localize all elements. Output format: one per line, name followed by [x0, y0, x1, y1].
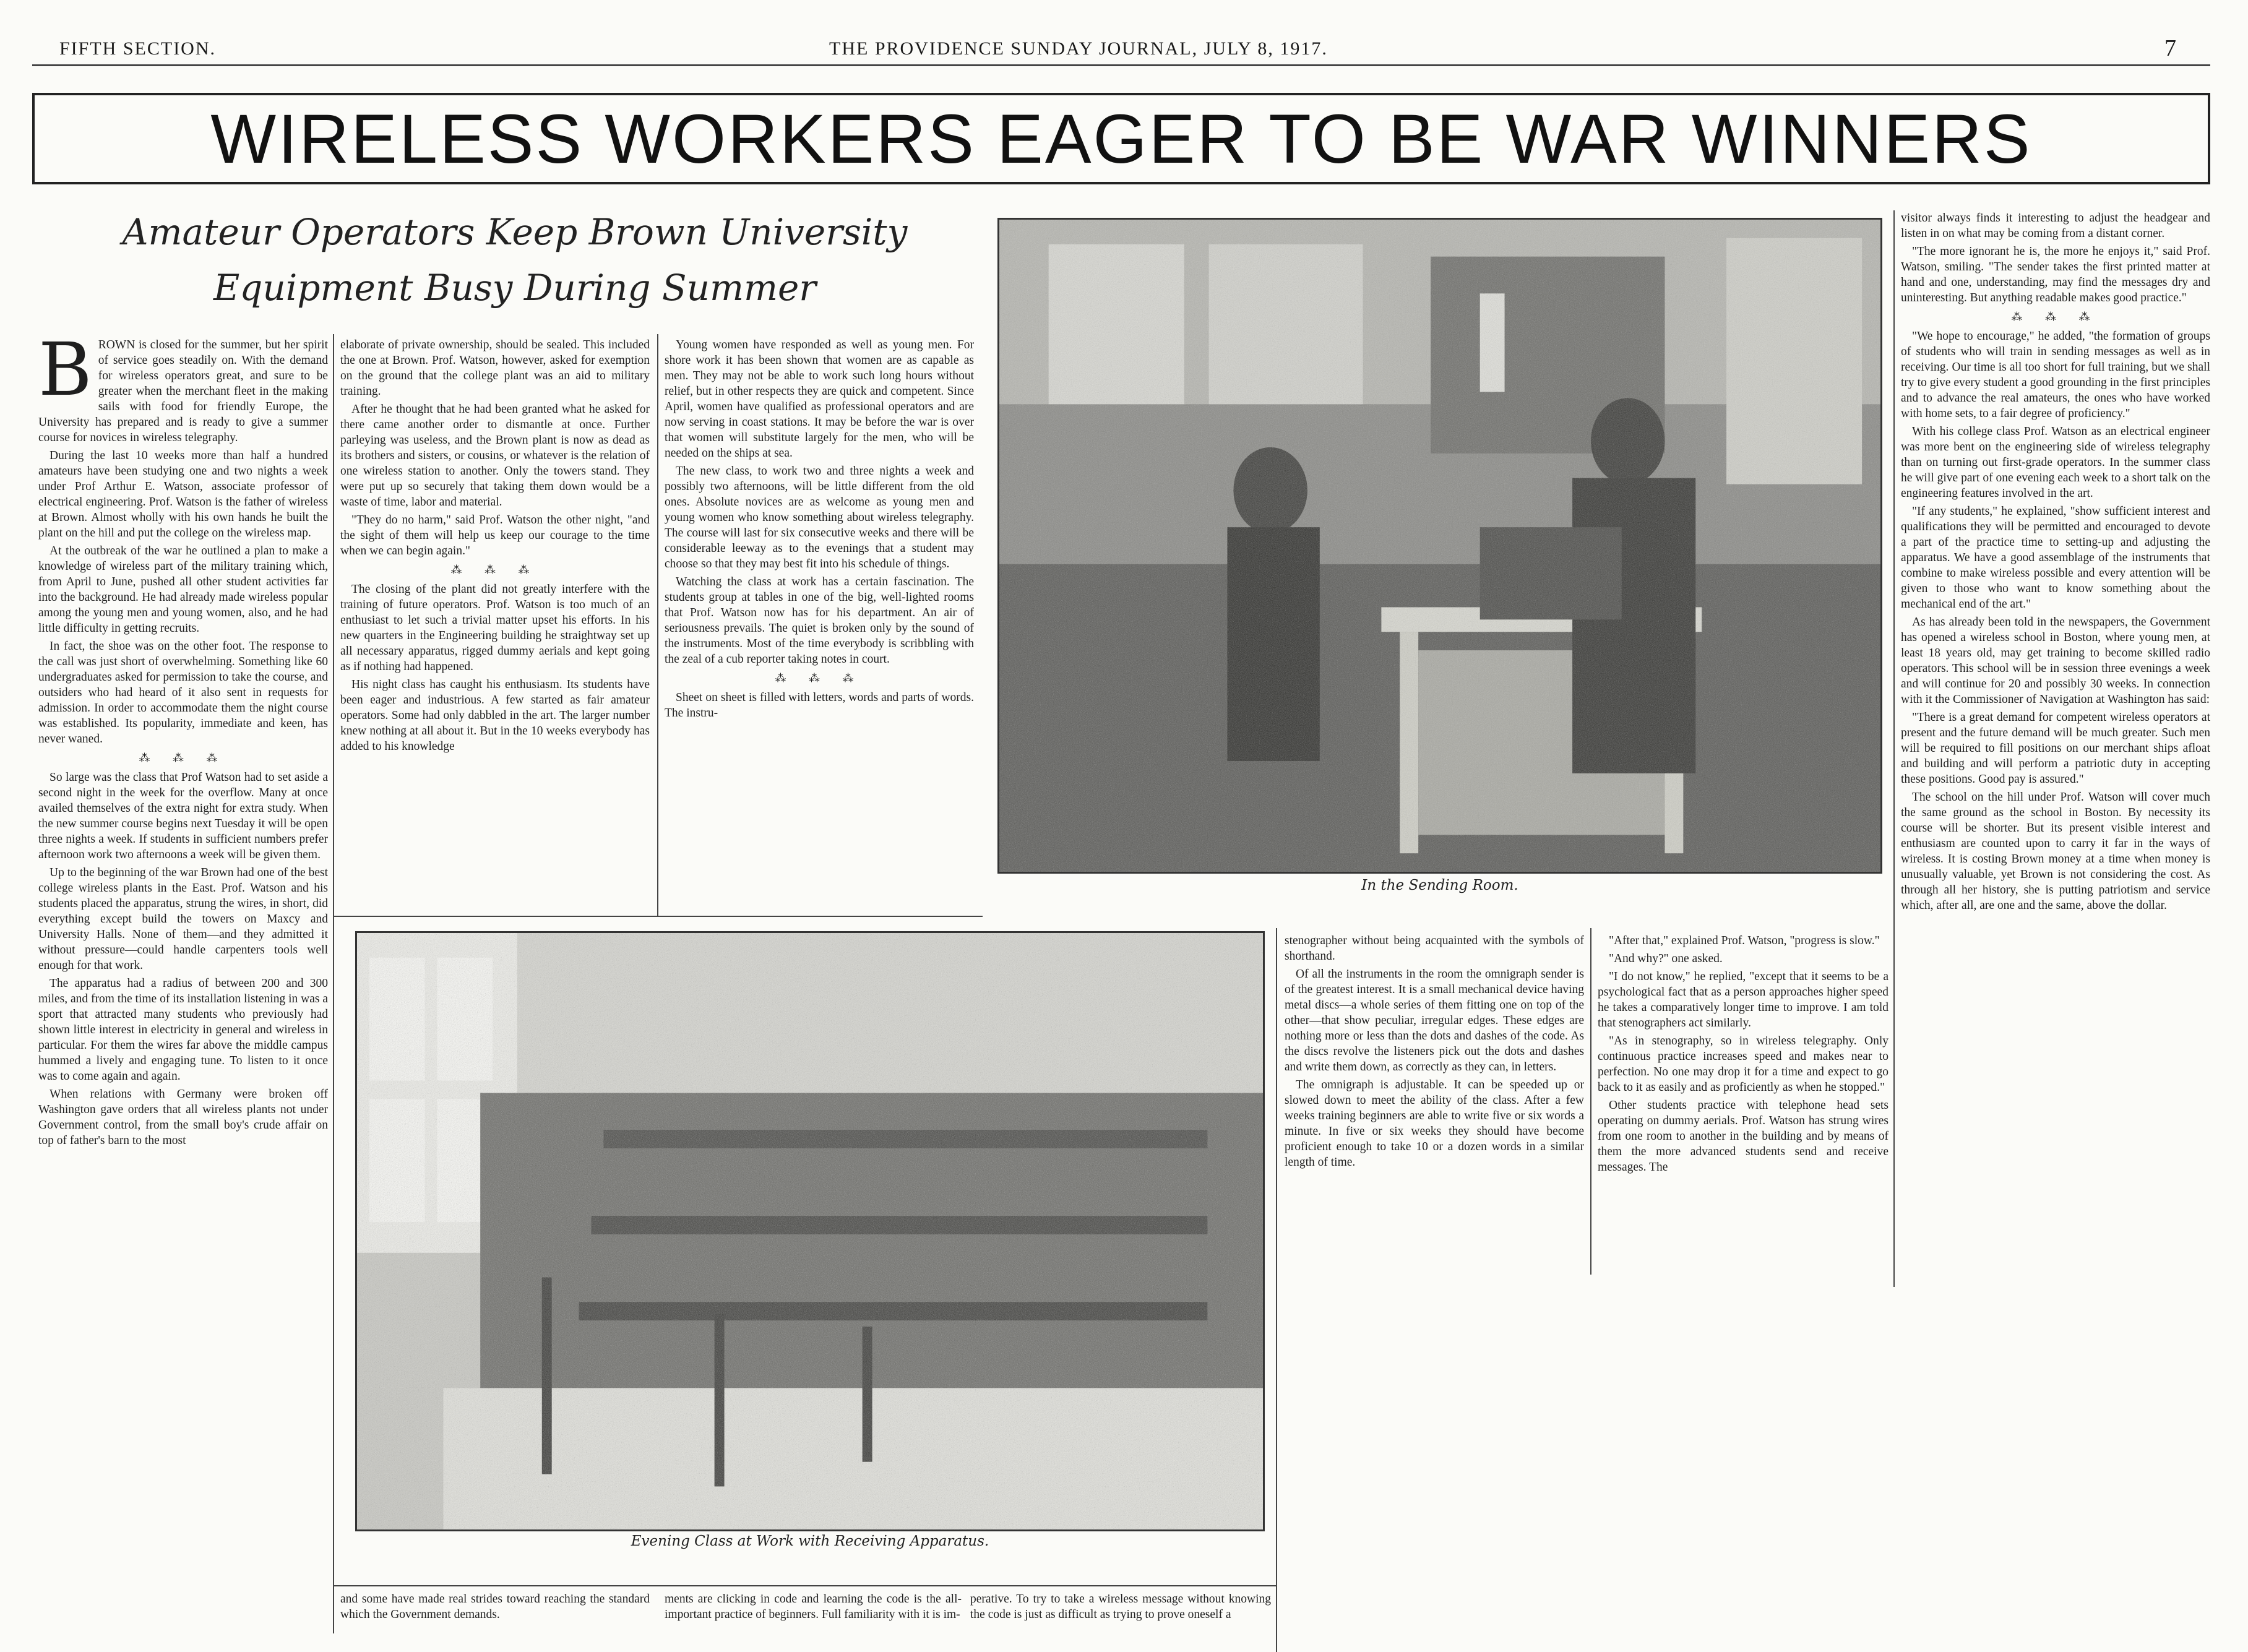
- headline-box: [32, 93, 2210, 184]
- newspaper-dateline: THE PROVIDENCE SUNDAY JOURNAL, JULY 8, 1917.: [829, 38, 1328, 59]
- paragraph: "They do no harm," said Prof. Watson the other night, "and the sight of them will help us keep our courage to the time when we can begin again.": [340, 514, 650, 557]
- paragraph: With his college class Prof. Watson as an electrical engineer was more bent on the engineering side of wireless telegraphy than on turning out first-grade operators. In the summer class he will give part of one evening each week to a short talk on the engineering features involved in the art.: [1901, 425, 2210, 500]
- paragraph: "The more ignorant he is, the more he enjoys it," said Prof. Watson, smiling. "The sender takes the first printed matter at hand and one, understanding, may find the messages dry and uninteresting. But anything readable makes good practice.": [1901, 245, 2210, 304]
- paragraph: perative. To try to take a wireless message without knowing the code is just as difficult as trying to prove oneself a: [970, 1593, 1271, 1621]
- paragraph: Sheet on sheet is filled with letters, words and parts of words. The instru-: [665, 691, 974, 720]
- column-3-continuation: [665, 1591, 962, 1641]
- paragraph: Up to the beginning of the war Brown had one of the best college wireless plants in the East. Prof. Watson and his students placed the apparatus, strung the wires, in short, did everything except build the towers on Maxcy and University Halls. None of them—and they admitted it without pressure—could handle carpenters tools well enough for that work.: [38, 866, 328, 972]
- column-rule: [1276, 928, 1277, 1652]
- article-column-2: [340, 337, 650, 913]
- article-column-6: [1598, 933, 1888, 1280]
- paragraph: After he thought that he had been granted what he asked for there came another order to dismantle at once. Further parleying was useless, and the Brown plant is now as dead as its brothers and sisters, or cousins, or whatever is the relation of one wireless station to another. Only the towers stand. They were put up so securely that taking them down would be a waste of time, labor and material.: [340, 403, 650, 509]
- column-rule: [333, 334, 334, 1633]
- evening-class-photo-image: [357, 933, 1263, 1529]
- paragraph: The school on the hill under Prof. Watson will cover much the same ground as the school in Boston. By necessity its course will be shorter. But its present visible interest and enthusiasm are counted upon to carry it far in the ways of wireless. It is costing Brown money at a time when money is unusually valuable, yet Brown is not considering the cost. As through all her history, she is putting patriotism and service which, after all, are one and the same, above the dollar.: [1901, 791, 2210, 912]
- sending-room-photo: [997, 218, 1882, 874]
- subhead-line-1: Amateur Operators Keep Brown University: [122, 211, 908, 253]
- column-rule: [1590, 928, 1591, 1275]
- paragraph: As has already been told in the newspapers, the Government has opened a wireless school in Boston, where young men, at least 18 years old, may get training to become skilled radio operators. This school will be in session three evenings a week and will continue for 20 and possibly 30 weeks. In connection with it the Commissioner of Navigation at Washington has said:: [1901, 616, 2210, 706]
- paragraph: "If any students," he explained, "show sufficient interest and qualifications they will be permitted and encouraged to devote a part of the practice time to setting-up and adjusting the apparatus. We have a good assemblage of the instruments that combine to make wireless possible and every attention will be given to those who want to know something about the mechanical end of the art.": [1901, 505, 2210, 611]
- paragraph: So large was the class that Prof Watson had to set aside a second night in the week for the overflow. Many at once availed themselves of the extra night for extra study. When the new summer course begins next Tuesday it will be open three nights a week. If students in sufficient numbers prefer afternoon work two afternoons a week will be given them.: [38, 771, 328, 861]
- paragraph: At the outbreak of the war he outlined a plan to make a knowledge of wireless part of the military training which, from April to June, pushed all other student activities far into the background. He had already made wireless popular among the young men and young women, also, and he had little difficulty in getting recruits.: [38, 544, 328, 635]
- paragraph: "We hope to encourage," he added, "the formation of groups of students who will train in sending messages as well as in receiving. Our time is all too short for full training, but we shall try to give every student a good grounding in the first principles and to advance the real amateurs, the ones who have worked with home sets, to a fair degree of proficiency.": [1901, 330, 2210, 420]
- column-4-continuation: [970, 1591, 1271, 1641]
- section-rule: [333, 1585, 1276, 1586]
- subhead: [38, 204, 991, 316]
- dropcap: B: [38, 337, 92, 412]
- page-number: 7: [2164, 35, 2177, 61]
- paragraph: The omnigraph is adjustable. It can be speeded up or slowed down to meet the ability of the class. After a few weeks training beginners are able to write five or six words a minute. In five or six weeks they should have become proficient enough to take 10 or a dozen words in a similar length of time.: [1285, 1078, 1584, 1169]
- paragraph: The apparatus had a radius of between 200 and 300 miles, and from the time of its installation listening in was a sport that attracted many students who previously had shown little interest in electricity in general and wireless in particular. For them the wires far above the middle campus hummed a lively and engaging tune. To listen to it once was to come again and again.: [38, 977, 328, 1083]
- paragraph: Young women have responded as well as young men. For shore work it has been shown that women are as capable as men. They may not be able to work such long hours without relief, but in other respects they are quick and competent. Since April, women have qualified as professional operators and are now serving in coast stations. It may be before the war is over that women will substitute largely for the men, who will be needed on the ships at sea.: [665, 338, 974, 460]
- column-rule: [657, 334, 658, 916]
- paragraph: "After that," explained Prof. Watson, "progress is slow.": [1609, 934, 1880, 947]
- paragraph: Of all the instruments in the room the omnigraph sender is of the greatest interest. It is a small mechanical device having metal discs—a whole series of them fitting one on top of the other—that show peculiar, irregular edges. These edges are nothing more or less than the dots and dashes of the code. As the discs revolve the listeners pick out the dots and dashes and write them down, as correctly as they can, in letters.: [1285, 968, 1584, 1073]
- paragraph: The new class, to work two and three nights a week and possibly two afternoons, will be little different from the old ones. Absolute novices are as welcome as young men and young women who know something about wireless telegraphy. The course will last for six consecutive weeks and there will be considerable leeway as to the evenings that a student may choose so that they may best fit into his schedule of things.: [665, 465, 974, 570]
- column-2-continuation: [340, 1591, 650, 1641]
- sending-room-caption: In the Sending Room.: [1361, 877, 1518, 893]
- paragraph: When relations with Germany were broken off Washington gave orders that all wireless plants not under Government control, from the small boy's crude affair on top of father's barn to the most: [38, 1088, 328, 1147]
- section-label: FIFTH SECTION.: [59, 38, 217, 59]
- section-ornament: ⁂ ⁂ ⁂: [2011, 311, 2100, 323]
- paragraph: and some have made real strides toward reaching the standard which the Government demands.: [340, 1593, 650, 1621]
- paragraph: ROWN is closed for the summer, but her spirit of service goes steadily on. With the demand for wireless operators great, and sure to be greater when the merchant fleet in the making sails with food for friendly Europe, the University has prepared and is ready to give a summer course for novices in wireless telegraphy.: [38, 338, 328, 444]
- section-ornament: ⁂ ⁂ ⁂: [450, 564, 540, 576]
- paragraph: "I do not know," he replied, "except that it seems to be a psychological fact that as a person approaches higher speed he takes a comparatively longer time to improve. I am told that stenographers act similarly.: [1598, 970, 1888, 1030]
- section-ornament: ⁂ ⁂ ⁂: [775, 672, 864, 684]
- article-column-7: [1901, 210, 2210, 1287]
- headline: WIRELESS WORKERS EAGER TO BE WAR WINNERS: [210, 100, 2032, 178]
- paragraph: During the last 10 weeks more than half a hundred amateurs have been studying one and two nights a week under Prof Arthur E. Watson, associate professor of electrical engineering. Prof. Watson is the father of wireless at Brown. Almost wholly with his own hands he built the plant on the hill and put the college on the wireless map.: [38, 449, 328, 540]
- section-rule: [333, 916, 983, 917]
- paragraph: The closing of the plant did not greatly interfere with the training of future operators. Prof. Watson is too much of an enthusiast to let such a trivial matter upset his efforts. In his new quarters in the Engineering building he straightway set up all necessary apparatus, rigged dummy aerials and kept going as if nothing had happened.: [340, 583, 650, 673]
- article-column-5: [1285, 933, 1584, 1280]
- paragraph: In fact, the shoe was on the other foot. The response to the call was just short of overwhelming. Something like 60 undergraduates asked for permission to take the course, and outsiders who had heard of it also sent in requests for admission. In order to accommodate them the night course was established. Its popularity, immediate and keen, has never waned.: [38, 640, 328, 746]
- paragraph: Watching the class at work has a certain fascination. The students group at tables in one of the big, well-lighted rooms that Prof. Watson now has for his department. An air of seriousness prevails. The quiet is broken only by the sound of the instruments. Most of the time everybody is scribbling with the zeal of a cub reporter taking notes in court.: [665, 575, 974, 666]
- evening-class-photo: [355, 931, 1265, 1531]
- sending-room-photo-image: [999, 220, 1880, 872]
- paragraph: ments are clicking in code and learning the code is the all-important practice of beginners. Full familiarity with it is im-: [665, 1593, 962, 1621]
- column-rule: [1893, 210, 1895, 1287]
- paragraph: visitor always finds it interesting to adjust the headgear and listen in on what may be coming from a distant corner.: [1901, 212, 2210, 240]
- article-column-3: [665, 337, 974, 913]
- paragraph: "As in stenography, so in wireless telegraphy. Only continuous practice increases speed and makes near to perfection. No one may drop it for a time and expect to go back to it as easily and as proficiently as when he stopped.": [1598, 1035, 1888, 1094]
- paragraph: elaborate of private ownership, should be sealed. This included the one at Brown. Prof. Watson, however, asked for exemption on the ground that the college plant was an aid to military training.: [340, 338, 650, 398]
- section-ornament: ⁂ ⁂ ⁂: [139, 752, 228, 764]
- paragraph: Other students practice with telephone head sets operating on dummy aerials. Prof. Watson has strung wires from one room to another in the building and by means of them the more advanced students send and receive messages. The: [1598, 1099, 1888, 1174]
- paragraph: His night class has caught his enthusiasm. Its students have been eager and industrious. A few started as fair amateur operators. Some had only dabbled in the art. The larger number knew nothing at all about it. But in the 10 weeks everybody has added to his knowledge: [340, 678, 650, 753]
- paragraph: "There is a great demand for competent wireless operators at present and the future demand will be much greater. Such men will be required to fill positions on our merchant ships afloat and building and will perform a patriotic duty in accepting these positions. Good pay is assured.": [1901, 711, 2210, 786]
- subhead-line-2: Equipment Busy During Summer: [213, 267, 817, 309]
- article-column-1: [38, 337, 328, 1637]
- paragraph: "And why?" one asked.: [1609, 952, 1723, 965]
- paragraph: stenographer without being acquainted with the symbols of shorthand.: [1285, 934, 1584, 963]
- evening-class-caption: Evening Class at Work with Receiving Apparatus.: [631, 1533, 989, 1549]
- masthead-rule: [32, 64, 2210, 66]
